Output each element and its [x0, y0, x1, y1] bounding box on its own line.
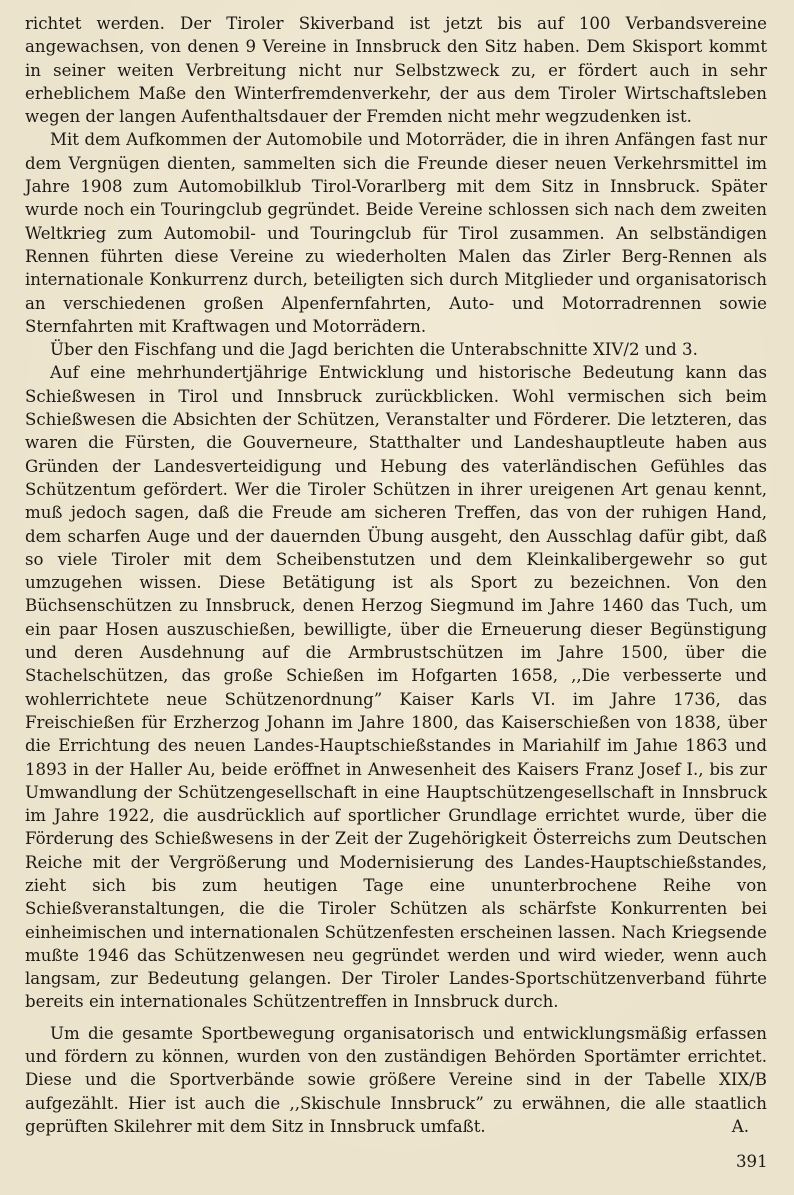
paragraph-fishing-hunting: Über den Fischfang und die Jagd berichten die Unterabschnitte XIV/2 und 3. — [50, 340, 698, 360]
paragraph-skiing: richtet werden. Der Tiroler Skiverband ist jetzt bis auf 100 Verbandsvereine angewachsen, von denen 9 Vereine in Innsbruck den Sitz haben. Dem Skisport kommt in seiner weiten Verbreitung nicht nur Selbstzweck zu, er fördert auch in sehr erheblichem Maße den Winterfremdenverkehr, der aus dem Tiroler Wirtschaftsleben wegen der langen Aufenthaltsdauer der Fremden nicht mehr wegzudenken ist. — [25, 14, 767, 127]
author-signature: A. — [731, 1116, 749, 1136]
paragraph-automobile: Mit dem Aufkommen der Automobile und Motorräder, die in ihren Anfängen fast nur dem Vergnügen dienten, sammelten sich die Freunde dieser neuen Verkehrsmittel im Jahre 1908 zum Automobilklub Tirol-Vorarlberg mit dem Sitz in Innsbruck. Später wurde noch ein Touringclub gegründet. Beide Vereine schlossen sich nach dem zweiten Weltkrieg zum Automobil- und Touringclub für Tirol zusammen. An selbständigen Rennen führten diese Vereine zu wiederholten Malen das Zirler Berg-Rennen als internationale Konkurrenz durch, beteiligten sich durch Mitglieder und organisatorisch an verschiedenen großen Alpenfernfahrten, Auto- und Motorradrennen sowie Sternfahrten mit Kraftwagen und Motorrädern. — [25, 130, 767, 336]
page-number: 391 — [736, 1152, 768, 1171]
paragraph-sport-offices-wrapper — [25, 1022, 767, 1138]
paragraph-shooting: Auf eine mehrhundertjährige Entwicklung und historische Bedeutung kann das Schießwesen in Tirol und Innsbruck zurückblicken. Wohl vermischen sich beim Schießwesen die Absichten der Schützen, Veranstalter und Förderer. Die letzteren, das waren die Fürsten, die Gouverneure, Statthalter und Landeshauptleute haben aus Gründen der Landesverteidigung und Hebung des vaterländischen Gefühles das Schützentum gefördert. Wer die Tiroler Schützen in ihrer ureigenen Art genau kennt, muß jedoch sagen, daß die Freude am sicheren Treffen, das von der ruhigen Hand, dem scharfen Auge und der dauernden Übung ausgeht, den Ausschlag dafür gibt, daß so viele Tiroler mit dem Scheibenstutzen und dem Kleinkalibergewehr so gut umzugehen wissen. Diese Betätigung ist als Sport zu bezeichnen. Von den Büchsenschützen zu Innsbruck, denen Herzog Siegmund im Jahre 1460 das Tuch, um ein paar Hosen auszuschießen, bewilligte, über die Erneuerung dieser Begünstigung und deren Ausdehnung auf die Armbrustschützen im Jahre 1500, über die Stachelschützen, das große Schießen im Hofgarten 1658, ,,Die verbesserte und wohlerrichtete neue Schützenordnung” Kaiser Karls VI. im Jahre 1736, das Freischießen für Erzherzog Johann im Jahre 1800, das Kaiserschießen von 1838, über die Errichtung des neuen Landes-Hauptschießstandes in Mariahilf im Jahıe 1863 und 1893 in der Haller Au, beide eröffnet in Anwesenheit des Kaisers Franz Josef I., bis zur Umwandlung der Schützengesellschaft in eine Hauptschützengesellschaft in Innsbruck im Jahre 1922, die ausdrücklich auf sportlicher Grundlage errichtet wurde, über die Förderung des Schießwesens in der Zeit der Zugehörigkeit Österreichs zum Deutschen Reiche mit der Vergrößerung und Modernisierung des Landes-Hauptschießstandes, zieht sich bis zum heutigen Tage eine ununterbrochene Reihe von Schießveranstaltungen, die die Tiroler Schützen als schärfste Konkurrenten bei einheimischen und internationalen Schützenfesten erscheinen lassen. Nach Kriegsende mußte 1946 das Schützenwesen neu gegründet werden und wird wieder, wenn auch langsam, zur Bedeutung gelangen. Der Tiroler Landes-Sportschützenverband führte bereits ein internationales Schützentreffen in Innsbruck durch. — [25, 363, 767, 1012]
paragraph-sport-offices: Um die gesamte Sportbewegung organisatorisch und entwicklungsmäßig erfassen und fördern zu können, wurden von den zuständigen Behörden Sportämter errichtet. Diese und die Sportverbände sowie größere Vereine sind in der Tabelle XIX/B aufgezählt. Hier ist auch die ,,Skischule Innsbruck” zu erwähnen, die alle staatlich geprüften Skilehrer mit dem Sitz in Innsbruck umfaßt. — [25, 1023, 767, 1136]
body-text — [25, 12, 767, 1138]
